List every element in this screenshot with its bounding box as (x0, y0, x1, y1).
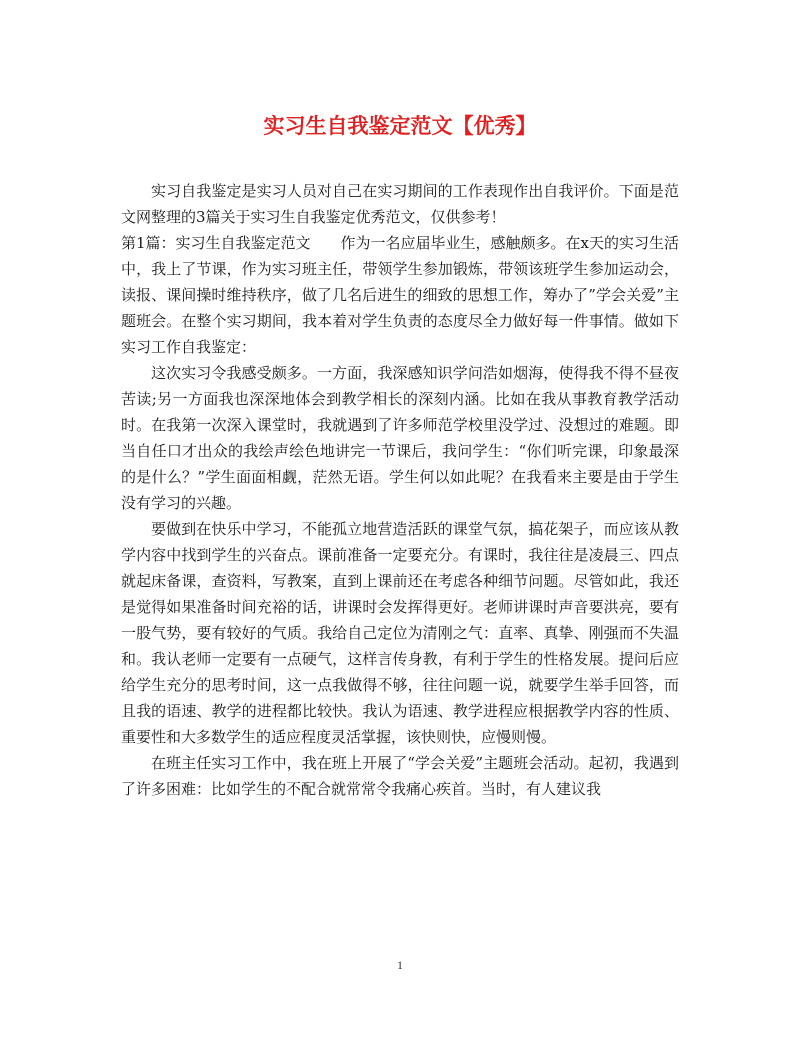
class-teacher-paragraph: 在班主任实习工作中，我在班上开展了“学会关爱”主题班会活动。起初，我遇到了许多困难：比如学生的不配合就常常令我痛心疾首。当时，有人建议我 (121, 754, 679, 798)
document-body (121, 178, 679, 802)
document-title: 实习生自我鉴定范文【优秀】 (263, 113, 537, 138)
page-number: 1 (397, 958, 403, 972)
intro-paragraph: 实习自我鉴定是实习人员对自己在实习期间的工作表现作出自我评价。下面是范文网整理的3篇关于实习生自我鉴定优秀范文，仅供参考！ (121, 182, 679, 226)
experience-paragraph: 这次实习令我感受颇多。一方面，我深感知识学问浩如烟海，使得我不得不昼夜苦读;另一方面我也深深地体会到教学相长的深刻内涵。比如在我从事教育教学活动时。在我第一次深入课堂时，我就遇到了许多师范学校里没学过、没想过的难题。即当自任口才出众的我绘声绘色地讲完一节课后，我问学生：“你们听完课，印象最深的是什么？”学生面面相觑，茫然无语。学生何以如此呢？在我看来主要是由于学生没有学习的兴趣。 (121, 364, 679, 512)
article-1-heading-paragraph: 第1篇：实习生自我鉴定范文 作为一名应届毕业生，感触颇多。在x天的实习生活中，我上了节课，作为实习班主任，带领学生参加锻炼，带领该班学生参加运动会，读报、课间操时维持秩序，做了几名后进生的细致的思想工作，筹办了”学会关爱”主题班会。在整个实习期间，我本着对学生负责的态度尽全力做好每一件事情。做如下实习工作自我鉴定： (121, 234, 680, 356)
teaching-paragraph: 要做到在快乐中学习，不能孤立地营造活跃的课堂气氛，搞花架子，而应该从教学内容中找到学生的兴奋点。课前准备一定要充分。有课时，我往往是凌晨三、四点就起床备课，查资料，写教案，直到上课前还在考虑各种细节问题。尽管如此，我还是觉得如果准备时间充裕的话，讲课时会发挥得更好。老师讲课时声音要洪亮，要有一股气势，要有较好的气质。我给自己定位为清刚之气：直率、真挚、刚强而不失温和。我认老师一定要有一点硬气，这样言传身教，有利于学生的性格发展。提问后应给学生充分的思考时间，这一点我做得不够，往往问题一说，就要学生举手回答，而且我的语速、教学的进程都比较快。我认为语速、教学进程应根据教学内容的性质、重要性和大多数学生的适应程度灵活掌握，该快则快，应慢则慢。 (121, 520, 679, 746)
